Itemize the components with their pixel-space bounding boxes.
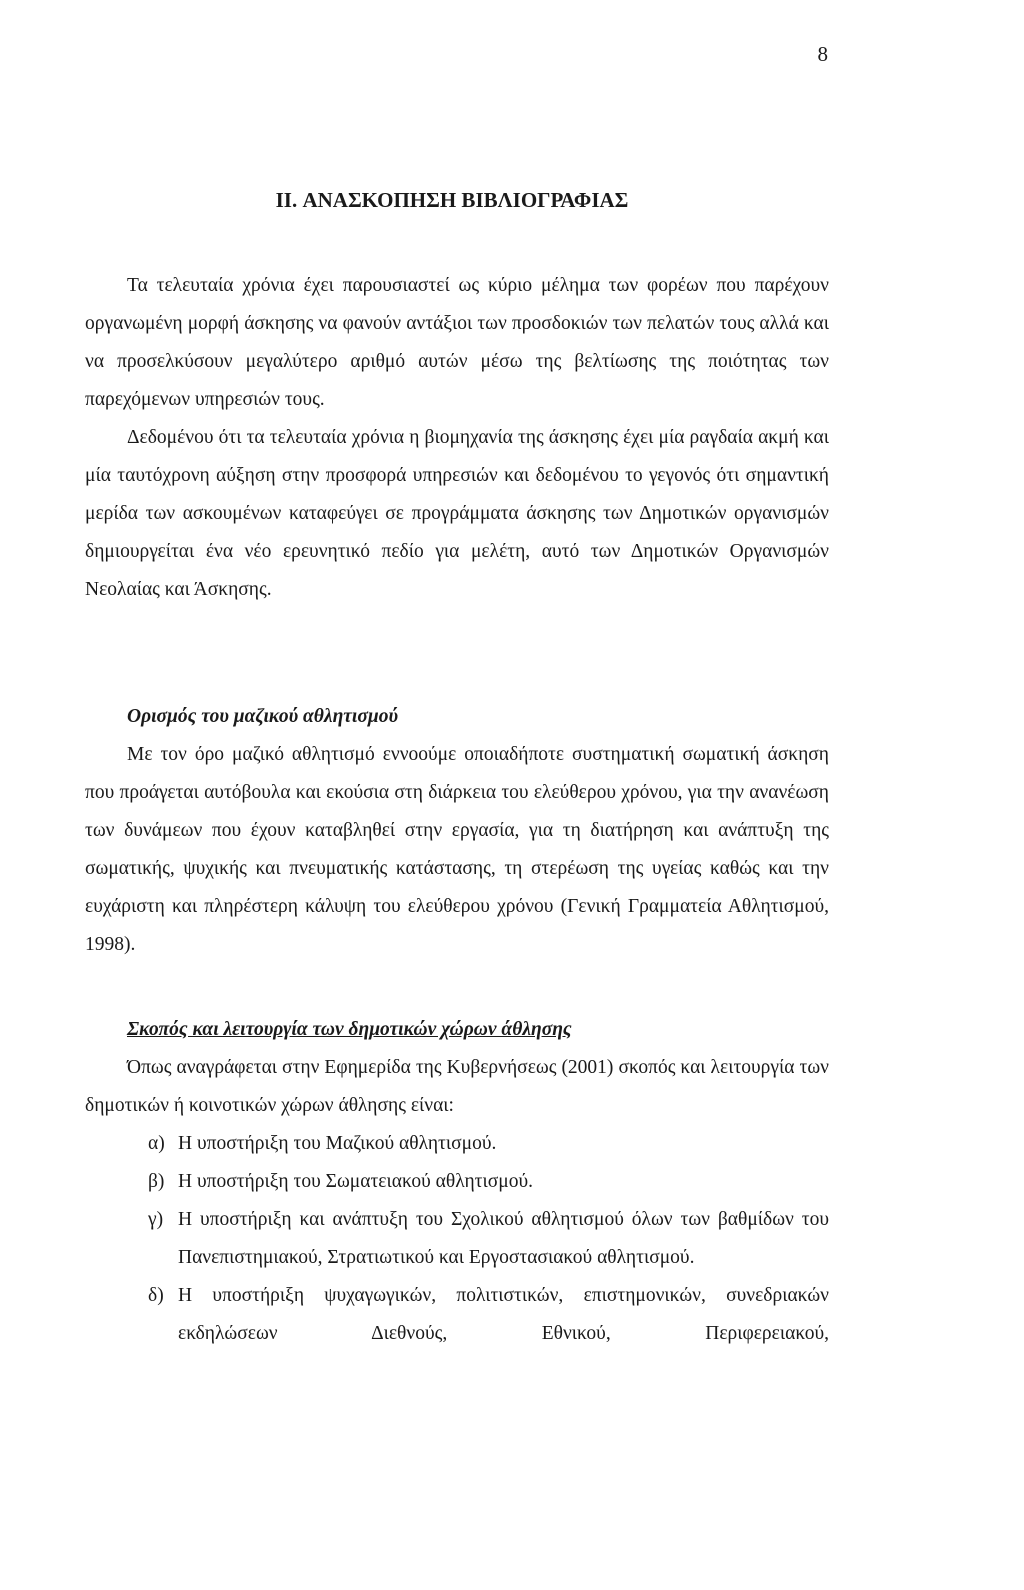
purpose-heading: Σκοπός και λειτουργία των δημοτικών χώρων άθλησης bbox=[127, 1019, 572, 1040]
list-marker: γ) bbox=[148, 1209, 164, 1230]
list-marker: β) bbox=[148, 1171, 165, 1192]
list-item-text: Η υποστήριξη του Σωματειακού αθλητισμού. bbox=[178, 1171, 533, 1192]
list-item-text: Η υποστήριξη ψυχαγωγικών, πολιτιστικών, επιστημονικών, συνεδριακών εκδηλώσεων Διεθνούς, Εθνικού, Περιφερειακού, bbox=[178, 1285, 829, 1344]
intro-paragraph-2: Δεδομένου ότι τα τελευταία χρόνια η βιομηχανία της άσκησης έχει μία ραγδαία ακμή και μία ταυτόχρονη αύξηση στην προσφορά υπηρεσιών και δεδομένου το γεγονός ότι σημαντική μερίδα των ασκουμένων καταφεύγει σε προγράμματα άσκησης των Δημοτικών οργανισμών δημιουργείται ένα νέο ερευνητικό πεδίο για μελέτη, αυτό των Δημοτικών Οργανισμών Νεολαίας και Άσκησης. bbox=[85, 427, 829, 600]
list-item bbox=[85, 1277, 829, 1353]
purpose-intro-paragraph: Όπως αναγράφεται στην Εφημερίδα της Κυβερνήσεως (2001) σκοπός και λειτουργία των δημοτικών ή κοινοτικών χώρων άθλησης είναι: bbox=[85, 1057, 829, 1116]
chapter-title: II. ΑΝΑΣΚΟΠΗΣΗ ΒΙΒΛΙΟΓΡΑΦΙΑΣ bbox=[275, 188, 629, 212]
purpose-section bbox=[85, 1011, 829, 1353]
purpose-list bbox=[85, 1125, 829, 1353]
intro-section bbox=[85, 267, 829, 609]
list-item bbox=[85, 1163, 829, 1201]
list-marker: α) bbox=[148, 1133, 165, 1154]
intro-paragraph-1: Τα τελευταία χρόνια έχει παρουσιαστεί ως κύριο μέλημα των φορέων που παρέχουν οργανωμένη μορφή άσκησης να φανούν αντάξιοι των προσδοκιών των πελατών τους αλλά και να προσελκύσουν μεγαλύτερο αριθμό αυτών μέσω της βελτίωσης της ποιότητας των παρεχόμενων υπηρεσιών τους. bbox=[85, 275, 829, 410]
list-marker: δ) bbox=[148, 1285, 164, 1306]
list-item-text: Η υποστήριξη και ανάπτυξη του Σχολικού αθλητισμού όλων των βαθμίδων του Πανεπιστημιακού, Στρατιωτικού και Εργοστασιακού αθλητισμού. bbox=[178, 1209, 829, 1268]
definition-section bbox=[85, 698, 829, 964]
list-item-text: Η υποστήριξη του Μαζικού αθλητισμού. bbox=[178, 1133, 497, 1154]
list-item bbox=[85, 1125, 829, 1163]
definition-paragraph: Με τον όρο μαζικό αθλητισμό εννοούμε οποιαδήποτε συστηματική σωματική άσκηση που προάγεται αυτόβουλα και εκούσια στη διάρκεια του ελεύθερου χρόνου, για την ανανέωση των δυνάμεων που έχουν καταβληθεί στην εργασία, για τη διατήρηση και ανάπτυξη της σωματικής, ψυχικής και πνευματικής κατάστασης, τη στερέωση της υγείας καθώς και την ευχάριστη και πληρέστερη κάλυψη του ελεύθερου χρόνου (Γενική Γραμματεία Αθλητισμού, 1998). bbox=[85, 744, 829, 955]
definition-heading: Ορισμός του μαζικού αθλητισμού bbox=[127, 706, 399, 727]
list-item bbox=[85, 1201, 829, 1277]
page-number: 8 bbox=[817, 42, 828, 66]
